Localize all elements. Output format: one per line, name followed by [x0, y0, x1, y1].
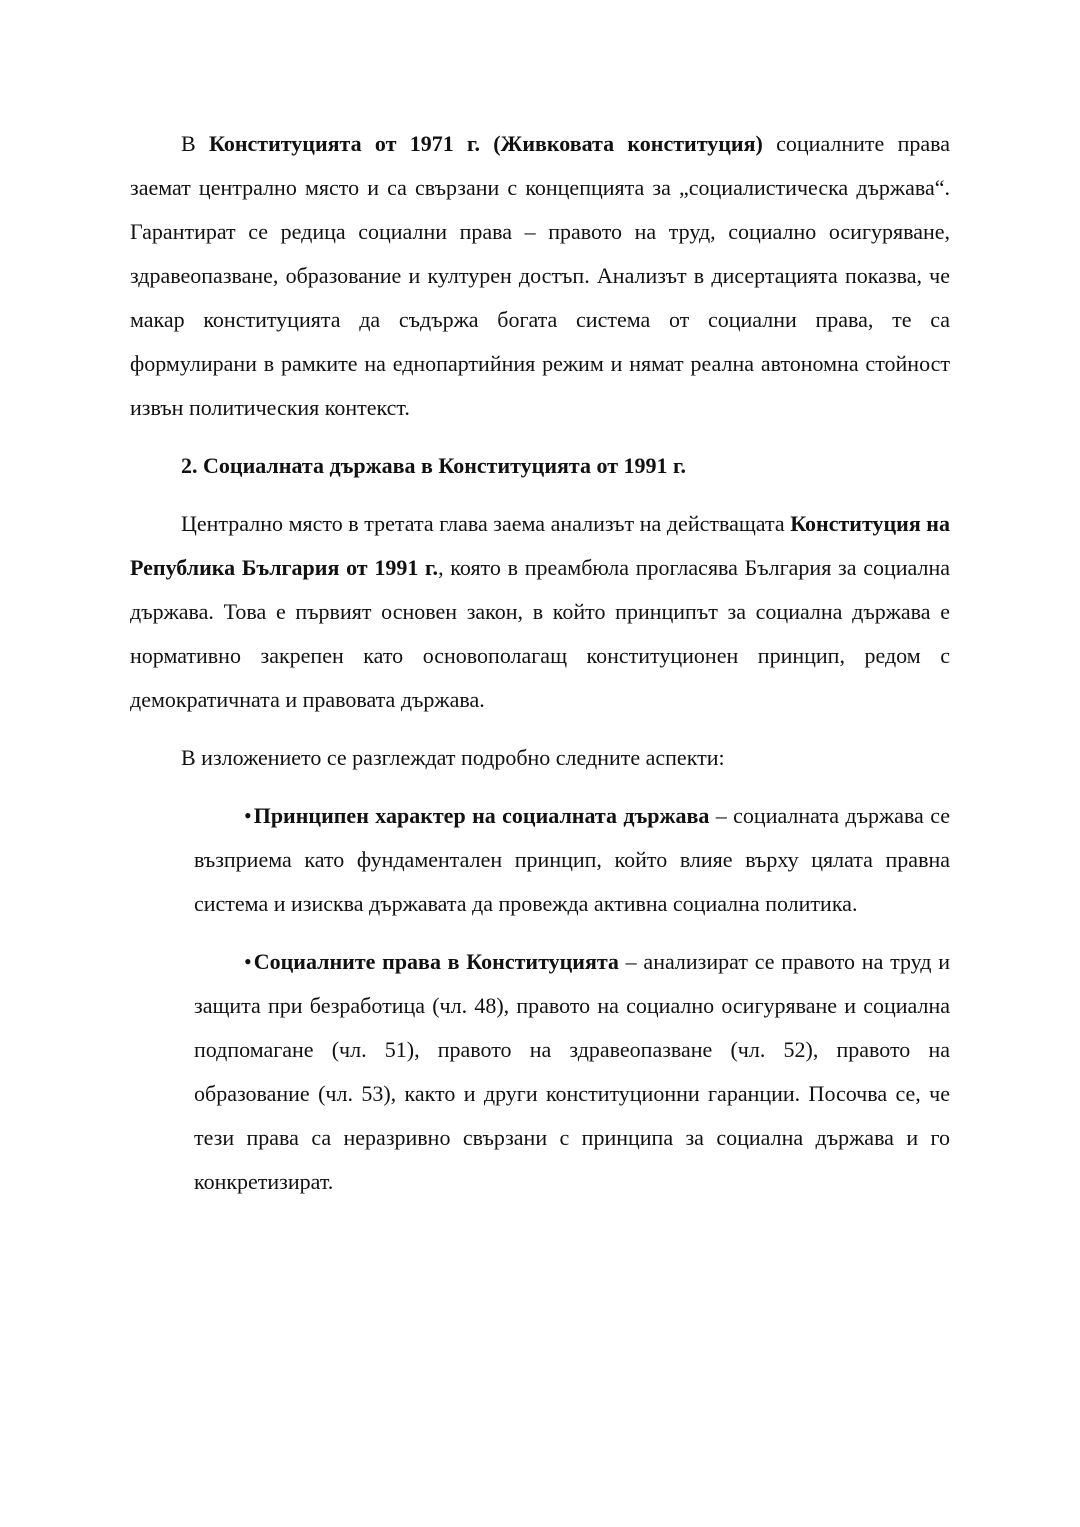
paragraph-bold: Конституция на Република България от 1991 г. [130, 511, 950, 580]
list-item [194, 940, 950, 1204]
paragraph-bold: Конституцията от 1971 г. (Живковата конституция) [208, 131, 763, 156]
paragraph-aspects-intro: В изложението се разглеждат подробно следните аспекти: [181, 745, 725, 770]
list-item-bold: Социалните права в Конституцията [253, 949, 619, 974]
section-heading: 2. Социалната държава в Конституцията от 1991 г. [181, 453, 687, 478]
list-item-bold: Принципен характер на социалната държава [253, 803, 710, 828]
document-page [130, 122, 950, 1218]
list-item-text: – социалната държава се възприема като фундаментален принцип, който влияе върху цялата правна система и изисква държавата да провежда активна социална политика. [194, 803, 950, 916]
list-item-text: – анализират се правото на труд и защита при безработица (чл. 48), правото на социално осигуряване и социална подпомагане (чл. 51), правото на здравеопазване (чл. 52), правото на образование (чл. 53), както и други конституционни гаранции. Посочва се, че тези права са неразривно свързани с принципа за социална държава и го конкретизират. [194, 949, 950, 1194]
bullet-icon: • [244, 949, 252, 974]
paragraph-lead: В [181, 131, 209, 156]
paragraph-1991-constitution [130, 502, 950, 722]
paragraph-1971-constitution [130, 122, 950, 430]
paragraph-rest: социалните права заемат централно място и са свързани с концепцията за „социалистическа държава“. Гарантират се редица социални права – правото на труд, социално осигуряване, здравеопазване, образование и културен достъп. Анализът в дисертацията показва, че макар конституцията да съдържа богата система от социални права, те са формулирани в рамките на еднопартийния режим и нямат реална автономна стойност извън политическия контекст. [130, 131, 950, 420]
paragraph-rest: , която в преамбюла прогласява България за социална държава. Това е първият основен закон, в който принципът за социална държава е нормативно закрепен като основополагащ конституционен принцип, редом с демократичната и правовата държава. [130, 555, 951, 712]
paragraph-lead: Централно място в третата глава заема анализът на действащата [181, 511, 791, 536]
list-item [194, 794, 950, 926]
aspects-list [130, 794, 950, 1204]
bullet-icon: • [244, 803, 252, 828]
